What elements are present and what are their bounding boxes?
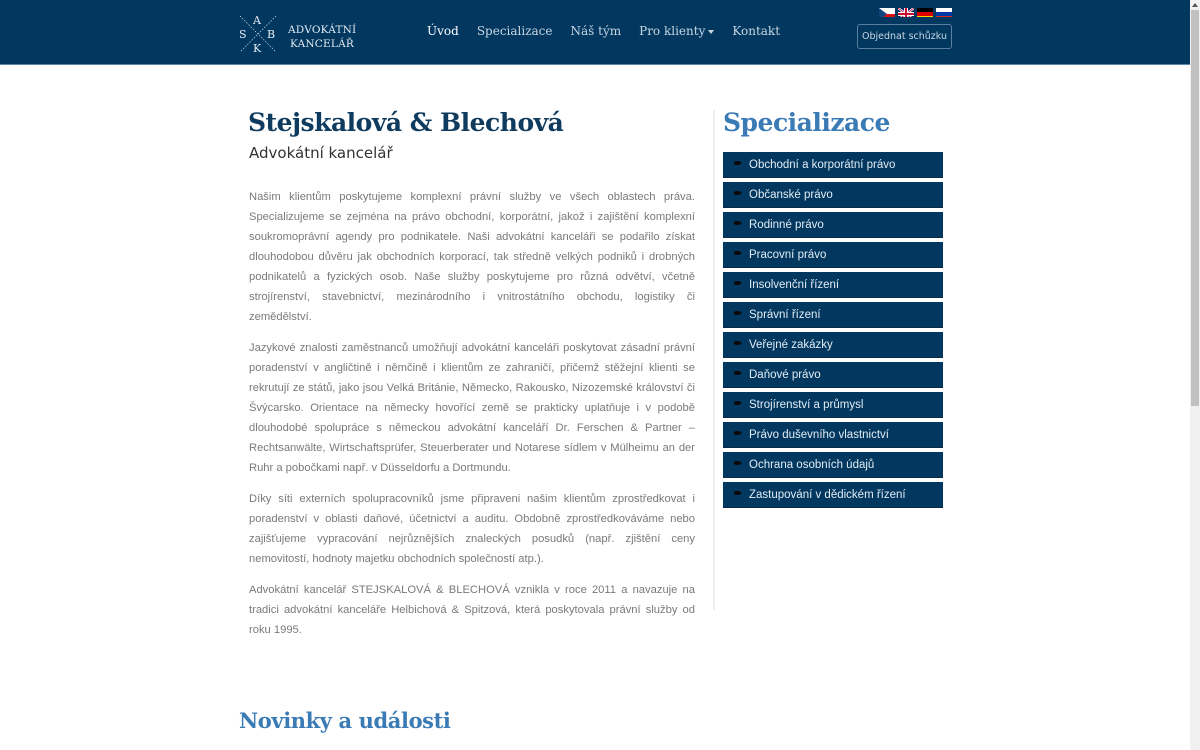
arrow-bullet-icon — [723, 152, 749, 178]
arrow-bullet-icon — [723, 242, 749, 268]
intro-text — [249, 187, 695, 651]
specialization-label: Občanské právo — [749, 188, 833, 201]
specialization-label: Veřejné zakázky — [749, 338, 833, 351]
nav-pro-klienty[interactable] — [630, 22, 723, 40]
logo-letter-k: K — [253, 42, 262, 55]
specialization-item[interactable] — [723, 152, 943, 178]
page-scrollbar[interactable] — [1190, 0, 1200, 750]
nav-uvod[interactable]: Úvod — [427, 24, 459, 38]
paragraph: Díky síti externích spolupracovníků jsme připraveni našim klientům zprostředkovat i poradenství v oblasti daňové, účetnictví a auditu. Obdobně zprostředkováváme nebo zajišťujeme vypracování nejrůznějších znaleckých posudků (např. zjištění ceny nemovitostí, hodnoty majetku obchodních společností atp.). — [249, 493, 695, 565]
nav-nas-tym[interactable]: Náš tým — [570, 24, 622, 38]
specialization-label: Insolvenční řízení — [749, 278, 840, 291]
de-flag-icon[interactable] — [917, 5, 933, 17]
logo-text[interactable] — [288, 23, 356, 51]
main-nav — [418, 22, 789, 40]
logo-text-line1: ADVOKÁTNÍ — [288, 24, 357, 36]
specialization-item[interactable] — [723, 242, 943, 268]
specialization-list — [723, 152, 943, 512]
logo[interactable] — [238, 14, 278, 54]
paragraph: Našim klientům poskytujeme komplexní právní služby ve všech oblastech práva. Specializujeme se zejména na právo obchodní, korporátní, jakož i zajištění komplexní soukromoprávní agendy pro podnikatele. Naši advokátní kanceláři se podařilo získat dlouhodobou důvěru jak obchodních korporací, tak středně velkých podniků i drobných podnikatelů a fyzických osob. Naše služby poskytujeme pro různá odvětví, včetně strojírenství, stavebnictví, mezinárodního i vnitrostátního obchodu, logistiky či zemědělství. — [249, 191, 695, 323]
specialization-item[interactable] — [723, 212, 943, 238]
top-navbar — [0, 0, 1190, 65]
page-title: Stejskalová & Blechová — [248, 108, 564, 137]
specialization-label: Rodinné právo — [749, 218, 824, 231]
specialization-item[interactable] — [723, 182, 943, 208]
news-section-title: Novinky a události — [239, 708, 451, 733]
specialization-label: Pracovní právo — [749, 248, 827, 261]
nav-pro-klienty-label: Pro klienty — [639, 24, 706, 38]
book-appointment-button[interactable]: Objednat schůzku — [857, 24, 952, 49]
cz-flag-icon[interactable] — [879, 5, 895, 17]
specialization-label: Zastupování v dědickém řízení — [749, 488, 906, 501]
sidebar-title: Specializace — [723, 108, 890, 137]
specialization-item[interactable] — [723, 482, 943, 508]
paragraph: Advokátní kancelář STEJSKALOVÁ & BLECHOVÁ vznikla v roce 2011 a navazuje na tradici advokátní kanceláře Helbichová & Spitzová, která poskytovala právní služby od roku 1995. — [249, 584, 695, 636]
uk-flag-icon[interactable] — [898, 5, 914, 17]
paragraph: Jazykové znalosti zaměstnanců umožňují advokátní kanceláři poskytovat zásadní právní poradenství v angličtině i němčině i klientům ze zahraničí, přičemž stěžejní klienti se rekrutují ze států, jako jsou Velká Británie, Německo, Rakousko, Nizozemské království či Švýcarsko. Orientace na německy hovořící země se prakticky uplatňuje i v podobě dlouhodobé spolupráce s německou advokátní kanceláří Dr. Ferschen & Partner – Rechtsanwälte, Wirtschaftsprüfer, Steuerberater und Notarese sídlem v Mülheimu an der Ruhr a pobočkami např. v Düsseldorfu a Dortmundu. — [249, 342, 695, 474]
column-divider — [713, 110, 715, 610]
specialization-item[interactable] — [723, 392, 943, 418]
arrow-bullet-icon — [723, 422, 749, 448]
nav-kontakt[interactable]: Kontakt — [732, 24, 781, 38]
nav-specializace[interactable]: Specializace — [476, 24, 553, 38]
specialization-label: Obchodní a korporátní právo — [749, 158, 896, 171]
logo-letter-s: S — [239, 28, 247, 41]
specialization-item[interactable] — [723, 422, 943, 448]
specialization-label: Právo duševního vlastnictví — [749, 428, 889, 441]
arrow-bullet-icon — [723, 302, 749, 328]
logo-letter-a: A — [253, 14, 261, 27]
arrow-bullet-icon — [723, 482, 749, 508]
arrow-bullet-icon — [723, 182, 749, 208]
scrollbar-thumb[interactable] — [1191, 10, 1199, 406]
language-switcher — [879, 5, 952, 17]
arrow-bullet-icon — [723, 392, 749, 418]
caret-down-icon — [708, 30, 714, 34]
specialization-item[interactable] — [723, 332, 943, 358]
arrow-bullet-icon — [723, 272, 749, 298]
specialization-item[interactable] — [723, 302, 943, 328]
arrow-bullet-icon — [723, 332, 749, 358]
specialization-item[interactable] — [723, 362, 943, 388]
arrow-bullet-icon — [723, 452, 749, 478]
logo-text-line2: KANCELÁŘ — [290, 38, 354, 50]
page-subtitle: Advokátní kancelář — [249, 144, 393, 162]
specialization-label: Správní řízení — [749, 308, 821, 321]
specialization-label: Ochrana osobních údajů — [749, 458, 875, 471]
scroll-up-arrow-icon[interactable] — [1192, 3, 1198, 7]
specialization-label: Daňové právo — [749, 368, 821, 381]
specialization-item[interactable] — [723, 272, 943, 298]
logo-letter-b: B — [267, 28, 276, 41]
arrow-bullet-icon — [723, 212, 749, 238]
arrow-bullet-icon — [723, 362, 749, 388]
specialization-item[interactable] — [723, 452, 943, 478]
ru-flag-icon[interactable] — [936, 5, 952, 17]
specialization-label: Strojírenství a průmysl — [749, 398, 864, 411]
